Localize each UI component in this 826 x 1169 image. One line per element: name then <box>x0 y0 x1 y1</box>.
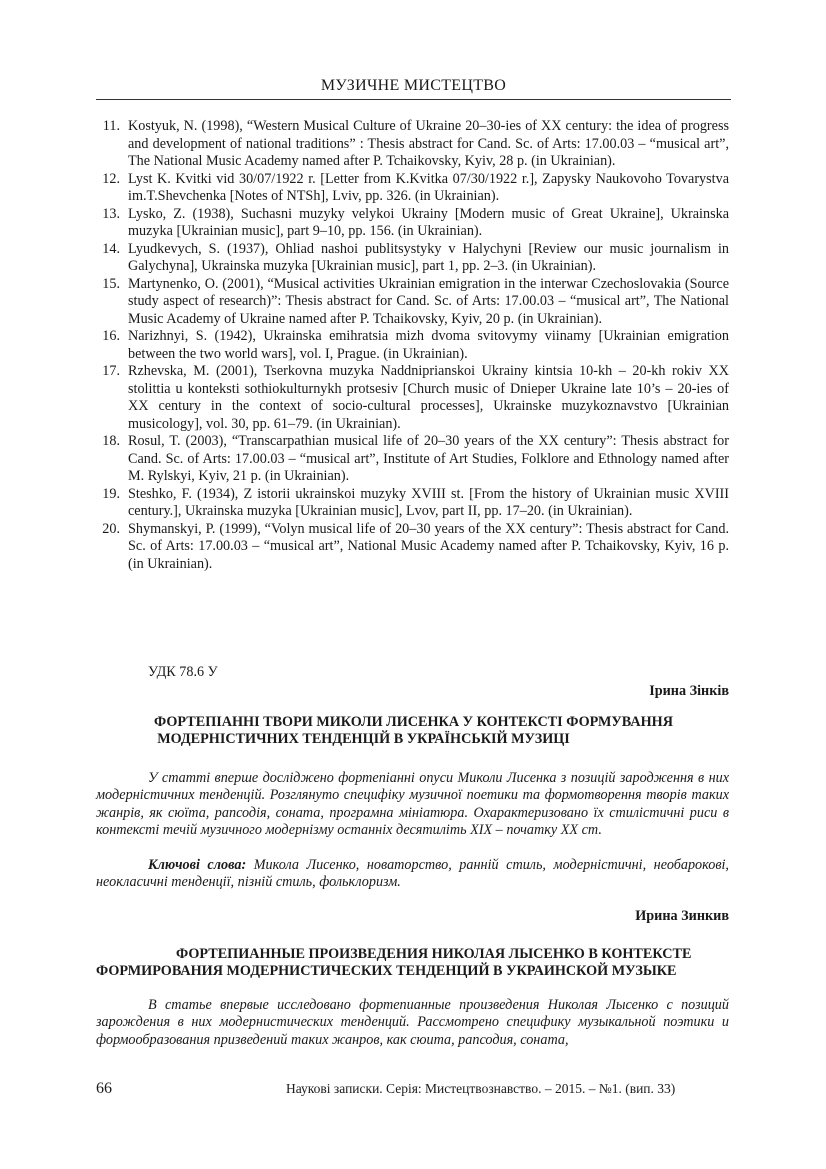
keywords-label: Ключові слова: <box>148 857 247 873</box>
page-number: 66 <box>96 1080 112 1097</box>
reference-text: Lysko, Z. (1938), Suchasni muzyky velykoi Ukrainy [Modern music of Great Ukraine], Ukrainska muzyka [Ukrainian music], part 9–10, pp. 156. (in Ukrainian). <box>128 205 729 239</box>
reference-item <box>96 363 729 433</box>
udk-code: УДК 78.6 У <box>148 664 218 680</box>
journal-footer: Наукові записки. Серія: Мистецтвознавство. – 2015. – №1. (вип. 33) <box>286 1081 676 1096</box>
reference-list <box>96 118 729 573</box>
reference-text: Lyst K. Kvitki vid 30/07/1922 r. [Letter from K.Kvitka 07/30/1922 r.], Zapysky Naukovoho Tovarystva im.T.Shevchenka [Notes of NTSh], Lviv, pp. 326. (in Ukrainian). <box>128 170 729 204</box>
reference-item <box>96 276 729 329</box>
reference-item <box>96 486 729 521</box>
reference-number: 12. <box>102 170 120 187</box>
reference-item <box>96 521 729 574</box>
reference-text: Shymanskyi, P. (1999), “Volyn musical life of 20–30 years of the XX century”: Thesis abstract for Cand. Sc. of Arts: 17.00.03 – “musical art”, National Music Academy named after P. Tchaikovsky, Kyiv, 16 p. (in Ukrainian). <box>128 520 729 572</box>
abstract-ua: У статті вперше досліджено фортепіанні опуси Миколи Лисенка з позицій зародження в них модерністичних тенденцій. Розглянуто специфіку музичної поетики та формотворення творів таких жанрів, як сюїта, рапсодія, соната, програмна мініатюра. Охарактеризовано їх стилістичні риси в контексті течій музичного модернізму останніх десятиліть XIX – початку XX ст. <box>96 770 729 838</box>
reference-number: 11. <box>102 118 120 134</box>
reference-text: Narizhnyi, S. (1942), Ukrainska emihratsia mizh dvoma svitovymy viinamy [Ukrainian emigration between the two world wars], vol. I, Prague. (in Ukrainian). <box>128 328 729 362</box>
reference-text: Steshko, F. (1934), Z istorii ukrainskoi muzyky XVIII st. [From the history of Ukrainian music XVIII century.], Ukrainska muzyka [Ukrainian music], Lvov, part II, pp. 17–20. (in Ukrainian). <box>128 485 729 519</box>
reference-item <box>96 328 729 363</box>
reference-text: Kostyuk, N. (1998), “Western Musical Culture of Ukraine 20–30-ies of XX century: the idea of progress and development of national traditions” : Thesis abstract for Cand. Sc. of Arts: 17.00.03 – “musical art”, The National Music Academy named after P. Tchaikovsky, Kyiv, 28 p. (in Ukrainian). <box>128 118 729 169</box>
reference-number: 17. <box>102 363 120 379</box>
author-name-ua: Ірина Зінків <box>649 683 729 699</box>
running-header: МУЗИЧНЕ МИСТЕЦТВО <box>320 77 507 94</box>
reference-number: 19. <box>102 485 120 502</box>
reference-number: 18. <box>102 433 120 449</box>
title-line: ФОРТЕПИАННЫЕ ПРОИЗВЕДЕНИЯ НИКОЛАЯ ЛЫСЕНКО В КОНТЕКСТЕ <box>176 946 692 962</box>
title-line: ФОРМИРОВАНИЯ МОДЕРНИСТИЧЕСКИХ ТЕНДЕНЦИЙ В УКРАИНСКОЙ МУЗЫКЕ <box>96 963 677 979</box>
reference-item <box>96 433 729 486</box>
reference-item <box>96 241 729 276</box>
reference-item <box>96 171 729 206</box>
reference-number: 15. <box>102 275 120 292</box>
reference-text: Martynenko, O. (2001), “Musical activities Ukrainian emigration in the interwar Czechoslovakia (Source study aspect of research)”: Thesis abstract for Cand. Sc. of Arts: 17.00.03 – “musical art”, The National Music Academy of Ukraine named after P. Tchaikovsky, Kyiv, 20 p. (in Ukrainian). <box>128 275 729 327</box>
reference-number: 20. <box>102 520 120 537</box>
reference-number: 16. <box>102 328 120 344</box>
header-rule <box>96 99 731 100</box>
reference-text: Lyudkevych, S. (1937), Ohliad nashoi publitsystyky v Halychyni [Review our music journalism in Galychyna], Ukrainska muzyka [Ukrainian music], part 1, pp. 2–3. (in Ukrainian). <box>128 240 729 274</box>
reference-number: 13. <box>102 205 120 222</box>
reference-text: Rzhevska, M. (2001), Tserkovna muzyka Naddniprianskoi Ukrainy kintsia 10-kh – 20-kh rokiv XX stolittia u konteksti sothiokulturnykh protsesiv [Church music of Dnieper Ukraine late 10’s – 20-ies of XX century in the context of socio-cultural processes], Ukrainske muzykoznavstvo [Ukrainian musicology], vol. 30, pp. 61–79. (in Ukrainian). <box>128 363 729 432</box>
reference-item <box>96 118 729 171</box>
reference-item <box>96 206 729 241</box>
article-title-ua <box>96 714 731 748</box>
reference-number: 14. <box>102 240 120 257</box>
article-title-ru <box>96 946 731 980</box>
author-name-ru: Ирина Зинкив <box>635 908 729 924</box>
title-line: ФОРТЕПІАННІ ТВОРИ МИКОЛИ ЛИСЕНКА У КОНТЕКСТІ ФОРМУВАННЯ <box>154 714 673 730</box>
title-line: МОДЕРНІСТИЧНИХ ТЕНДЕНЦІЙ В УКРАЇНСЬКІЙ МУЗИЦІ <box>157 731 570 747</box>
abstract-ru: В статье впервые исследовано фортепианные произведения Николая Лысенко с позиций зарождения в них модернистических тенденций. Рассмотрено специфику музыкальной поэтики и формообразования призведений таких жанров, как сюита, рапсодия, соната, <box>96 997 729 1048</box>
reference-text: Rosul, T. (2003), “Transcarpathian musical life of 20–30 years of the XX century”: Thesis abstract for Cand. Sc. of Arts: 17.00.03 – “musical art”, Institute of Art Studies, Folklore and Ethnology named after M. Rylskyi, Kyiv, 21 p. (in Ukrainian). <box>128 433 729 484</box>
keywords-text: Микола Лисенко, новаторство, ранній стиль, модерністичні, необарокові, неокласичні тенденції, пізній стиль, фольклоризм. <box>96 857 729 891</box>
keywords-ua <box>96 857 729 892</box>
